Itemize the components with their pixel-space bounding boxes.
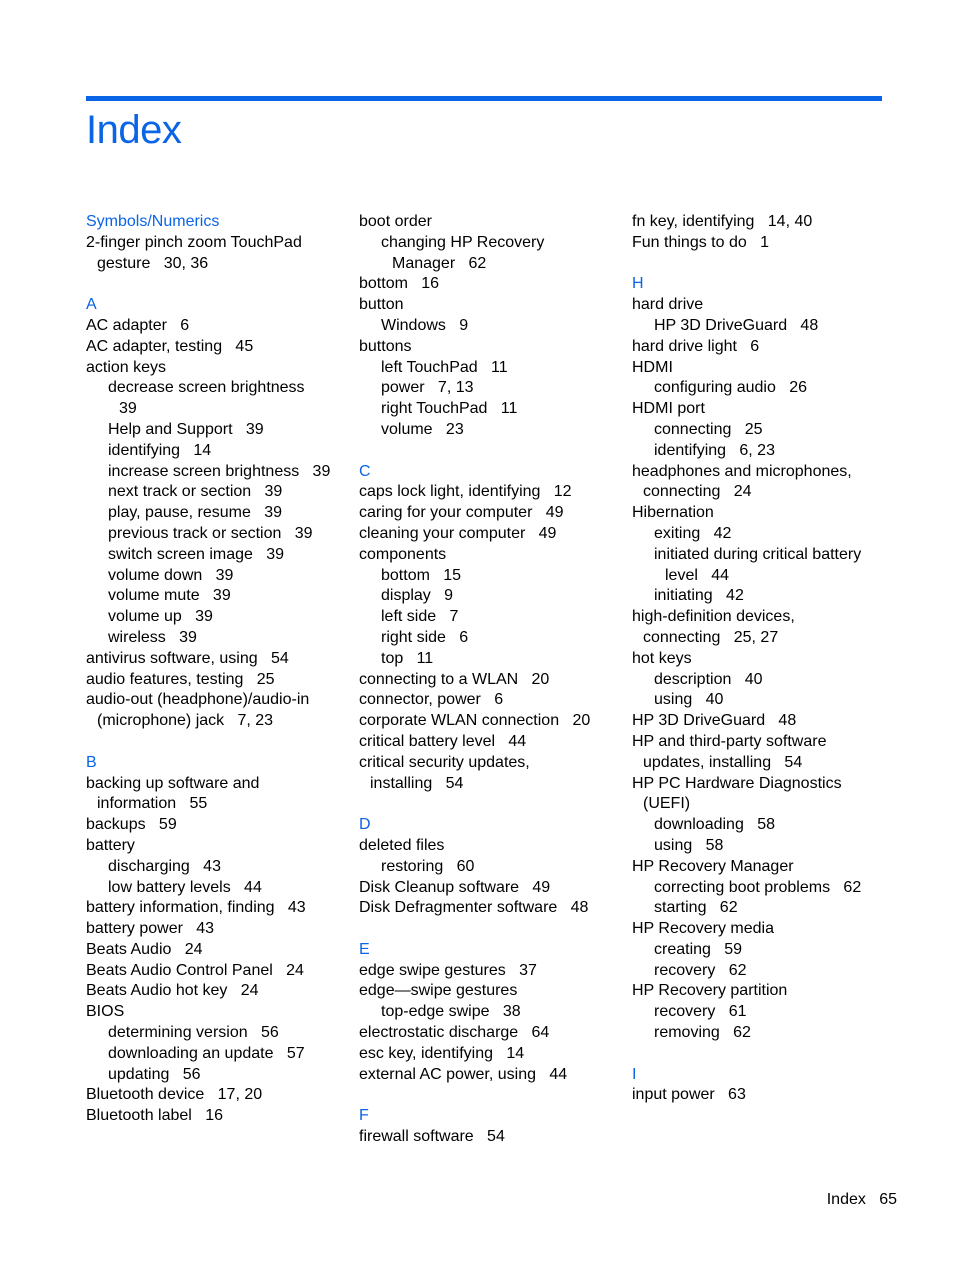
index-subentry: updates, installing 54 — [643, 753, 803, 771]
index-subentry: right side 6 — [381, 628, 469, 646]
section-heading: B — [86, 753, 97, 771]
index-subentry: connecting 25 — [654, 420, 763, 438]
index-entry: Fun things to do 1 — [632, 233, 769, 251]
index-subentry: creating 59 — [654, 940, 743, 958]
index-entry: HDMI port — [632, 400, 705, 418]
section-gap — [86, 732, 346, 753]
index-subentry: top-edge swipe 38 — [381, 1003, 521, 1021]
index-column-3 — [632, 212, 892, 1106]
index-entry: hard drive light 6 — [632, 337, 760, 355]
section-heading: F — [359, 1107, 369, 1125]
index-entry: HP Recovery Manager — [632, 857, 794, 875]
index-subentry: starting 62 — [654, 899, 738, 917]
page-title: Index — [86, 108, 182, 152]
index-entry: input power 63 — [632, 1086, 746, 1104]
index-entry: deleted files — [359, 836, 445, 854]
index-subentry: play, pause, resume 39 — [108, 504, 283, 522]
index-subentry: downloading an update 57 — [108, 1044, 305, 1062]
index-entry: boot order — [359, 213, 432, 230]
index-entry: audio-out (headphone)/audio-in — [86, 691, 310, 709]
index-entry: fn key, identifying 14, 40 — [632, 213, 813, 230]
section-heading: D — [359, 816, 371, 834]
index-subentry: Help and Support 39 — [108, 420, 264, 438]
page-footer — [700, 1190, 897, 1210]
index-entry: HP PC Hardware Diagnostics — [632, 774, 842, 792]
index-subentry: connecting 24 — [643, 483, 752, 501]
index-subentry: restoring 60 — [381, 857, 475, 875]
index-subentry: right TouchPad 11 — [381, 400, 518, 418]
index-entry: hard drive — [632, 296, 704, 314]
index-entry: HDMI — [632, 358, 673, 376]
index-entry: audio features, testing 25 — [86, 670, 275, 688]
footer-label: Index — [826, 1191, 866, 1208]
index-entry: headphones and microphones, — [632, 462, 852, 480]
index-subentry: determining version 56 — [108, 1024, 279, 1042]
section-gap — [632, 1044, 892, 1065]
index-subentry: volume up 39 — [108, 608, 213, 626]
index-entry: electrostatic discharge 64 — [359, 1024, 550, 1042]
index-subentry: level 44 — [665, 566, 730, 584]
section-gap — [359, 1085, 619, 1106]
index-entry: Bluetooth device 17, 20 — [86, 1086, 263, 1104]
index-entry: external AC power, using 44 — [359, 1065, 568, 1083]
index-entry: esc key, identifying 14 — [359, 1044, 525, 1062]
index-subentry: identifying 6, 23 — [654, 441, 775, 459]
index-subentry: next track or section 39 — [108, 483, 283, 501]
index-entry: high-definition devices, — [632, 608, 795, 626]
index-subentry: HP 3D DriveGuard 48 — [654, 316, 819, 334]
index-subentry: installing 54 — [370, 774, 464, 792]
index-subentry: 39 — [119, 400, 137, 418]
section-gap — [359, 794, 619, 815]
index-subentry: left side 7 — [381, 608, 459, 626]
index-subentry: display 9 — [381, 587, 454, 605]
index-subentry: changing HP Recovery — [381, 233, 545, 251]
index-entry: button — [359, 296, 404, 314]
index-column-2 — [359, 212, 619, 1148]
index-entry: battery — [86, 836, 135, 854]
index-subentry: volume down 39 — [108, 566, 234, 584]
index-subentry: power 7, 13 — [381, 379, 474, 397]
index-entry: connector, power 6 — [359, 691, 504, 709]
section-heading: E — [359, 940, 370, 958]
index-subentry: decrease screen brightness — [108, 379, 305, 397]
index-entry: Bluetooth label 16 — [86, 1107, 223, 1125]
index-subentry: configuring audio 26 — [654, 379, 807, 397]
index-entry: critical battery level 44 — [359, 732, 527, 750]
index-subentry: left TouchPad 11 — [381, 358, 508, 376]
section-heading: I — [632, 1065, 637, 1083]
index-subentry: Manager 62 — [392, 254, 487, 272]
index-subentry: volume mute 39 — [108, 587, 231, 605]
index-entry: antivirus software, using 54 — [86, 649, 289, 667]
section-heading: H — [632, 275, 644, 293]
index-subentry: previous track or section 39 — [108, 524, 313, 542]
index-entry: Disk Cleanup software 49 — [359, 878, 551, 896]
index-entry: Beats Audio hot key 24 — [86, 982, 259, 1000]
index-entry: battery power 43 — [86, 920, 215, 938]
section-heading: Symbols/Numerics — [86, 213, 220, 230]
index-entry: edge—swipe gestures — [359, 982, 518, 1000]
index-entry: action keys — [86, 358, 167, 376]
index-entry: Beats Audio Control Panel 24 — [86, 961, 304, 979]
index-column-1 — [86, 212, 346, 1127]
index-subentry: using 40 — [654, 691, 724, 709]
index-entry: bottom 16 — [359, 275, 440, 293]
index-subentry: wireless 39 — [108, 628, 197, 646]
index-entry: AC adapter, testing 45 — [86, 337, 254, 355]
section-heading: C — [359, 462, 371, 480]
index-subentry: correcting boot problems 62 — [654, 878, 862, 896]
index-entry: critical security updates, — [359, 753, 530, 771]
index-entry: buttons — [359, 337, 412, 355]
index-entry: HP Recovery media — [632, 920, 774, 938]
section-gap — [86, 274, 346, 295]
section-gap — [359, 441, 619, 462]
title-rule — [86, 96, 882, 101]
index-subentry: low battery levels 44 — [108, 878, 262, 896]
index-entry: cleaning your computer 49 — [359, 524, 557, 542]
index-entry: connecting to a WLAN 20 — [359, 670, 550, 688]
index-entry: backing up software and — [86, 774, 260, 792]
index-subentry: recovery 61 — [654, 1003, 747, 1021]
index-subentry: (UEFI) — [643, 795, 691, 813]
index-subentry: top 11 — [381, 649, 434, 667]
index-subentry: using 58 — [654, 836, 724, 854]
index-entry: Beats Audio 24 — [86, 940, 203, 958]
index-subentry: connecting 25, 27 — [643, 628, 779, 646]
index-entry: AC adapter 6 — [86, 316, 190, 334]
index-entry: backups 59 — [86, 816, 177, 834]
index-subentry: downloading 58 — [654, 816, 775, 834]
index-entry: HP Recovery partition — [632, 982, 788, 1000]
index-subentry: (microphone) jack 7, 23 — [97, 712, 274, 730]
section-gap — [632, 254, 892, 275]
section-gap — [359, 919, 619, 940]
index-subentry: removing 62 — [654, 1024, 751, 1042]
index-entry: HP 3D DriveGuard 48 — [632, 712, 797, 730]
index-subentry: volume 23 — [381, 420, 464, 438]
index-subentry: description 40 — [654, 670, 763, 688]
index-subentry: gesture 30, 36 — [97, 254, 209, 272]
index-entry: caring for your computer 49 — [359, 504, 564, 522]
index-subentry: identifying 14 — [108, 441, 212, 459]
index-entry: HP and third-party software — [632, 732, 827, 750]
index-subentry: initiated during critical battery — [654, 545, 862, 563]
index-subentry: Windows 9 — [381, 316, 469, 334]
index-entry: edge swipe gestures 37 — [359, 961, 537, 979]
index-subentry: initiating 42 — [654, 587, 744, 605]
index-entry: 2-finger pinch zoom TouchPad — [86, 233, 302, 251]
page-number: 65 — [879, 1191, 897, 1208]
index-subentry: exiting 42 — [654, 524, 732, 542]
index-entry: corporate WLAN connection 20 — [359, 712, 591, 730]
index-entry: BIOS — [86, 1003, 125, 1021]
index-entry: Disk Defragmenter software 48 — [359, 899, 589, 917]
index-entry: hot keys — [632, 649, 692, 667]
index-subentry: bottom 15 — [381, 566, 462, 584]
index-subentry: increase screen brightness 39 — [108, 462, 331, 480]
index-subentry: discharging 43 — [108, 857, 221, 875]
index-subentry: recovery 62 — [654, 961, 747, 979]
index-entry: Hibernation — [632, 504, 714, 522]
section-heading: A — [86, 296, 97, 314]
index-subentry: information 55 — [97, 795, 208, 813]
index-entry: components — [359, 545, 447, 563]
index-entry: firewall software 54 — [359, 1128, 505, 1146]
index-entry: battery information, finding 43 — [86, 899, 306, 917]
index-subentry: updating 56 — [108, 1065, 201, 1083]
index-subentry: switch screen image 39 — [108, 545, 285, 563]
index-entry: caps lock light, identifying 12 — [359, 483, 572, 501]
